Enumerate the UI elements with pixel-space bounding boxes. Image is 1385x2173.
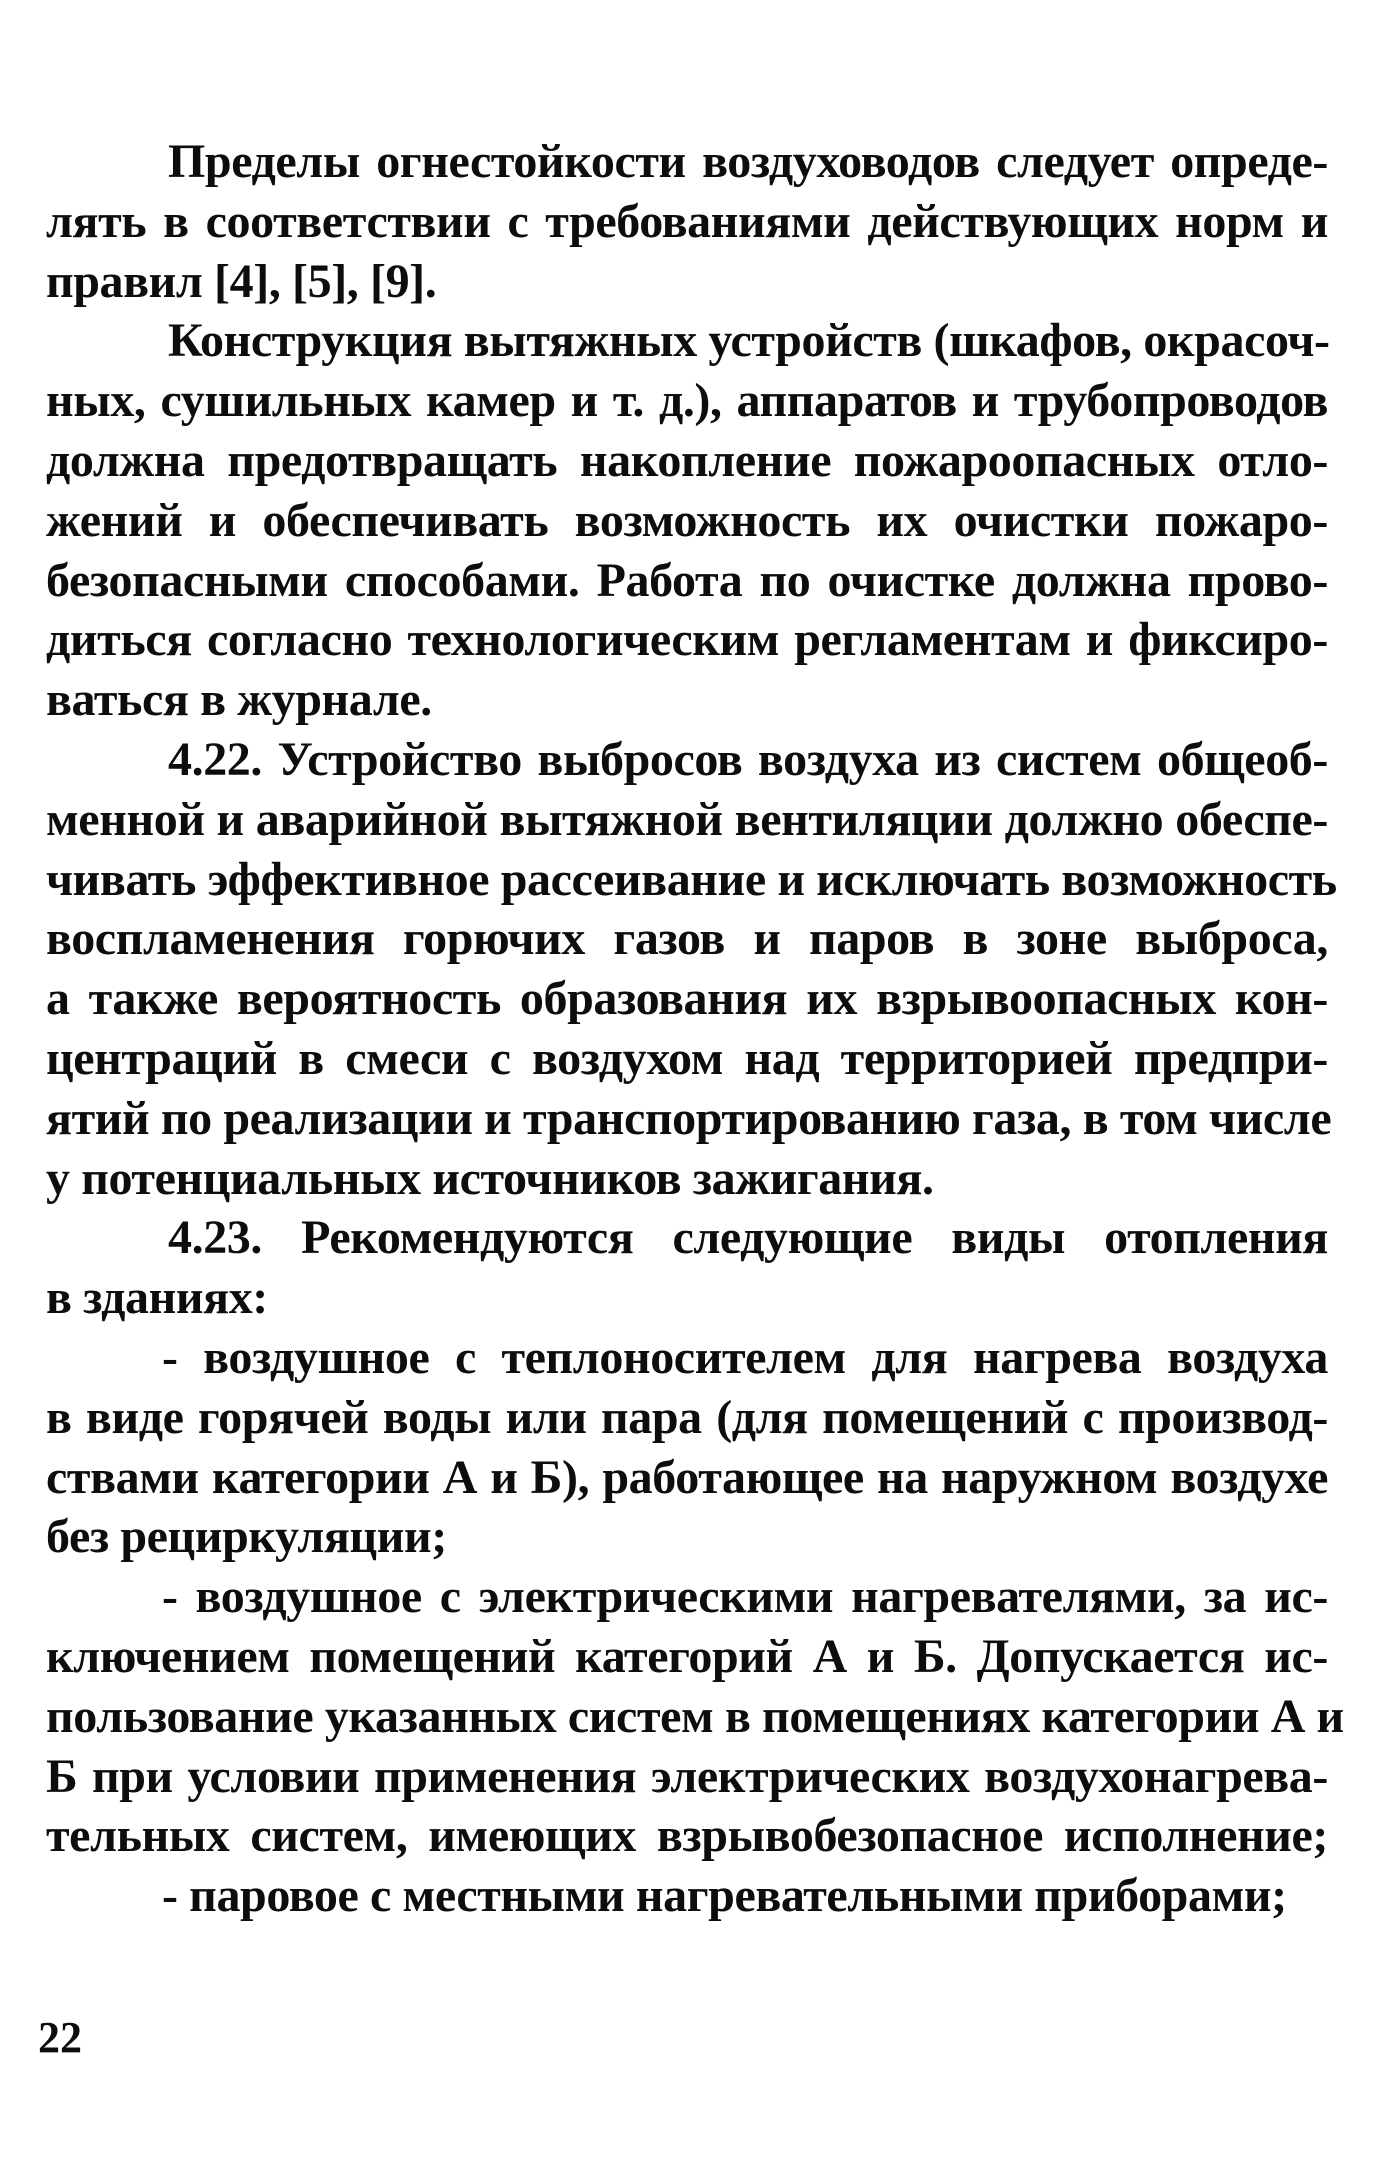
text-line: должна предотвращать накопление пожароопасных отло- [46,433,1328,487]
text-line: Пределы огнестойкости воздуховодов следует опреде- [168,135,1328,188]
page-number: 22 [38,2013,82,2062]
text-line: тельных систем, имеющих взрывобезопасное исполнение; [46,1809,1328,1863]
text-line: 4.23. Рекомендуются следующие виды отопления [168,1211,1328,1265]
text-line: ятий по реализации и транспортированию газа, в том числе [46,1091,1332,1145]
text-line: - воздушное с теплоносителем для нагрева воздуха [162,1330,1328,1384]
text-line: диться согласно технологическим регламентам и фиксиро- [46,613,1328,667]
text-line: центраций в смеси с воздухом над территорией предпри- [46,1031,1328,1085]
text-line: ствами категории А и Б), работающее на наружном воздухе [46,1450,1328,1504]
text-line: лять в соответствии с требованиями действующих норм и [46,194,1328,248]
text-line: 4.22. Устройство выбросов воздуха из систем общеоб- [168,732,1328,786]
text-line: пользование указанных систем в помещениях категории А и [46,1689,1344,1743]
text-line: в зданиях: [46,1271,268,1325]
text-line: - паровое с местными нагревательными приборами; [162,1869,1287,1923]
text-line: ваться в журнале. [46,673,432,727]
text-line: у потенциальных источников зажигания. [46,1151,934,1205]
text-line: чивать эффективное рассеивание и исключать возможность [46,852,1337,906]
text-line: воспламенения горючих газов и паров в зоне выброса, [46,912,1328,966]
text-line: Б при условии применения электрических воздухонагрева- [46,1749,1328,1803]
text-line: а также вероятность образования их взрывоопасных кон- [46,972,1328,1026]
text-line: в виде горячей воды или пара (для помещений с производ- [46,1390,1328,1444]
body-text [46,132,1344,1926]
text-line: менной и аварийной вытяжной вентиляции должно обеспе- [46,792,1328,846]
text-line: безопасными способами. Работа по очистке должна прово- [46,553,1328,607]
text-line: ных, сушильных камер и т. д.), аппаратов и трубопроводов [46,374,1328,428]
text-line: - воздушное с электрическими нагревателями, за ис- [162,1570,1328,1624]
text-line: правил [4], [5], [9]. [46,254,437,308]
text-line: без рециркуляции; [46,1510,447,1564]
text-line: Конструкция вытяжных устройств (шкафов, окрасоч- [168,314,1330,368]
text-line: ключением помещений категорий А и Б. Допускается ис- [46,1629,1328,1683]
text-line: жений и обеспечивать возможность их очистки пожаро- [46,493,1328,547]
